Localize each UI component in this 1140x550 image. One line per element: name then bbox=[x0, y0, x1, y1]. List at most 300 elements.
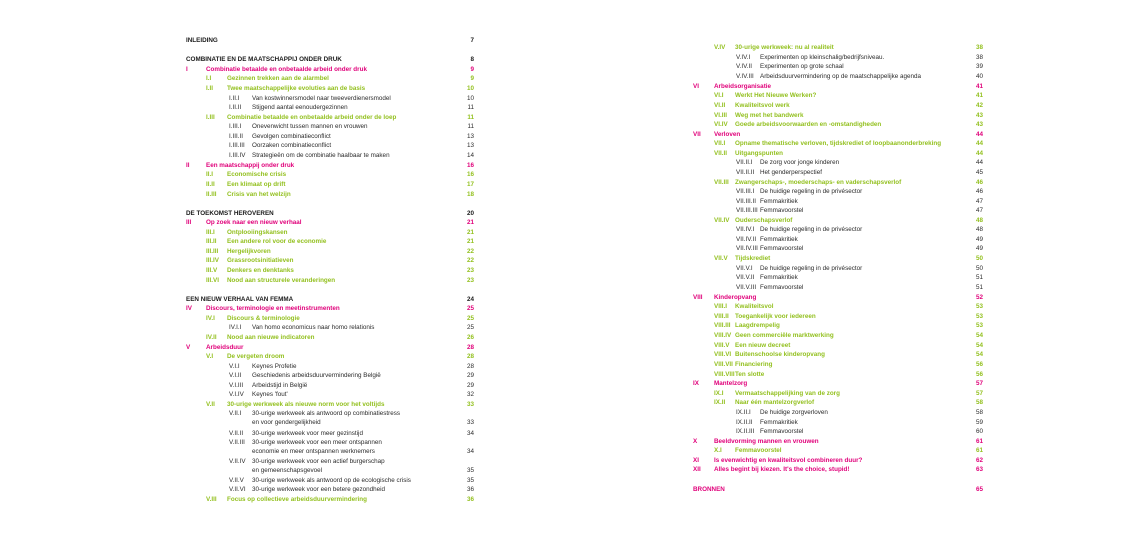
toc-entry bbox=[693, 178, 983, 187]
toc-entry-page-number: 47 bbox=[975, 206, 983, 214]
toc-entry-number: I.III bbox=[206, 113, 215, 121]
toc-entry bbox=[693, 130, 983, 139]
toc-entry bbox=[186, 170, 474, 179]
toc-entry-number: VII.V bbox=[714, 254, 728, 262]
toc-entry-number: VII.IV.II bbox=[736, 235, 757, 243]
toc-entry-page-number: 53 bbox=[975, 302, 983, 310]
toc-entry-page-number: 46 bbox=[975, 178, 983, 186]
toc-entry-page-number: 20 bbox=[466, 209, 474, 217]
toc-entry-number: I.III.I bbox=[229, 122, 242, 130]
toc-entry-page-number: 36 bbox=[466, 495, 474, 503]
toc-entry-title: Arbeidsorganisatie bbox=[714, 82, 772, 90]
toc-entry-page-number: 54 bbox=[975, 350, 983, 358]
toc-entry bbox=[693, 53, 983, 62]
toc-entry-number: VI.IV bbox=[714, 120, 728, 128]
toc-entry-title: Het genderperspectief bbox=[760, 168, 822, 176]
toc-entry-page-number: 48 bbox=[975, 225, 983, 233]
toc-entry-title: Alles begint bij kiezen. It's the choice, stupid! bbox=[714, 465, 850, 473]
toc-entry-title: Economische crisis bbox=[227, 170, 287, 178]
toc-entry bbox=[186, 418, 474, 427]
toc-entry-title: EEN NIEUW VERHAAL VAN FEMMA bbox=[186, 295, 294, 303]
toc-entry-title: Ten slotte bbox=[735, 370, 765, 378]
toc-entry bbox=[693, 446, 983, 455]
toc-entry-page-number: 9 bbox=[470, 74, 474, 82]
toc-entry bbox=[693, 101, 983, 110]
toc-entry bbox=[186, 304, 474, 313]
toc-entry-title: Op zoek naar een nieuw verhaal bbox=[206, 218, 302, 226]
toc-entry bbox=[186, 485, 474, 494]
toc-entry-page-number: 9 bbox=[470, 65, 474, 73]
toc-entry-page-number: 35 bbox=[466, 466, 474, 474]
toc-entry bbox=[186, 476, 474, 485]
toc-entry-title: 30-urige werkweek als nieuwe norm voor het voltijds bbox=[227, 400, 385, 408]
toc-entry-number: III bbox=[186, 218, 192, 226]
toc-entry-page-number: 50 bbox=[975, 254, 983, 262]
toc-entry bbox=[186, 36, 474, 45]
toc-entry-number: IX.II.III bbox=[736, 427, 755, 435]
toc-entry-title: Femmakritiek bbox=[760, 197, 798, 205]
toc-entry bbox=[693, 72, 983, 81]
toc-entry-title: De huidige regeling in de privésector bbox=[760, 264, 863, 272]
toc-entry-page-number: 13 bbox=[466, 141, 474, 149]
toc-entry-number: VII.IV bbox=[714, 216, 730, 224]
toc-entry-page-number: 16 bbox=[466, 161, 474, 169]
toc-entry-page-number: 52 bbox=[975, 293, 983, 301]
toc-entry-number: I.II.II bbox=[229, 103, 242, 111]
toc-entry-page-number: 25 bbox=[466, 304, 474, 312]
toc-entry bbox=[693, 312, 983, 321]
toc-entry bbox=[186, 362, 474, 371]
toc-entry-title: Is evenwichtig en kwaliteitsvol combineren duur? bbox=[714, 456, 863, 464]
toc-entry-page-number: 54 bbox=[975, 341, 983, 349]
toc-entry-page-number: 46 bbox=[975, 187, 983, 195]
toc-entry-page-number: 18 bbox=[466, 190, 474, 198]
toc-entry-title: 30-urige werkweek: nu al realiteit bbox=[735, 43, 834, 51]
toc-entry-page-number: 44 bbox=[975, 139, 983, 147]
toc-entry-title: Mantelzorg bbox=[714, 379, 748, 387]
toc-entry-number: V.I.III bbox=[229, 381, 244, 389]
toc-entry-number: V bbox=[186, 343, 191, 351]
toc-entry-number: II bbox=[186, 161, 190, 169]
toc-entry bbox=[186, 333, 474, 342]
toc-entry bbox=[693, 341, 983, 350]
toc-entry-number: VIII.VII bbox=[714, 360, 733, 368]
toc-entry bbox=[693, 235, 983, 244]
toc-entry-page-number: 8 bbox=[470, 55, 474, 63]
toc-entry bbox=[186, 400, 474, 409]
toc-entry-title: De huidige regeling in de privésector bbox=[760, 225, 863, 233]
toc-entry-number: III.III bbox=[206, 247, 219, 255]
toc-entry-page-number: 14 bbox=[466, 151, 474, 159]
toc-entry-page-number: 40 bbox=[975, 72, 983, 80]
toc-entry-page-number: 16 bbox=[466, 170, 474, 178]
toc-entry-title: Van homo economicus naar homo relationis bbox=[252, 323, 375, 331]
toc-entry-number: V.I.IV bbox=[229, 390, 244, 398]
toc-entry-number: V.II.I bbox=[229, 409, 242, 417]
toc-entry bbox=[693, 389, 983, 398]
toc-entry-title: Weg met het bandwerk bbox=[735, 111, 804, 119]
toc-entry bbox=[186, 74, 474, 83]
toc-entry-title: Een klimaat op drift bbox=[227, 180, 286, 188]
toc-entry bbox=[693, 427, 983, 436]
toc-entry-title: Oorzaken combinatieconflict bbox=[252, 141, 332, 149]
toc-entry-title: Arbeidstijd in België bbox=[252, 381, 308, 389]
toc-entry-page-number: 34 bbox=[466, 447, 474, 455]
toc-entry-title: Een nieuw decreet bbox=[735, 341, 791, 349]
toc-entry-number: II.I bbox=[206, 170, 213, 178]
toc-entry bbox=[693, 62, 983, 71]
toc-entry bbox=[693, 273, 983, 282]
toc-entry-number: I.III.III bbox=[229, 141, 245, 149]
toc-entry-title: Tijdskrediet bbox=[735, 254, 771, 262]
toc-entry-title: Denkers en denktanks bbox=[227, 266, 294, 274]
toc-entry-title: Ontplooiingskansen bbox=[227, 228, 288, 236]
toc-entry bbox=[186, 447, 474, 456]
toc-entry bbox=[693, 437, 983, 446]
toc-entry bbox=[186, 429, 474, 438]
toc-entry bbox=[186, 390, 474, 399]
toc-entry-page-number: 23 bbox=[466, 276, 474, 284]
toc-entry bbox=[693, 293, 983, 302]
toc-entry bbox=[693, 149, 983, 158]
toc-entry-number: XII bbox=[693, 465, 701, 473]
toc-entry bbox=[186, 103, 474, 112]
toc-entry-page-number: 38 bbox=[975, 43, 983, 51]
toc-entry-page-number: 28 bbox=[466, 352, 474, 360]
toc-entry-page-number: 44 bbox=[975, 149, 983, 157]
toc-entry-number: V.IV.I bbox=[736, 53, 751, 61]
toc-entry-number: II.III bbox=[206, 190, 217, 198]
toc-entry-number: V.II.III bbox=[229, 438, 245, 446]
toc-entry bbox=[186, 323, 474, 332]
toc-entry-number: X.I bbox=[714, 446, 722, 454]
toc-entry-page-number: 23 bbox=[466, 266, 474, 274]
toc-entry-page-number: 62 bbox=[975, 456, 983, 464]
toc-entry bbox=[186, 161, 474, 170]
toc-entry-number: VII.III.III bbox=[736, 206, 758, 214]
toc-entry-number: IX.II bbox=[714, 398, 726, 406]
toc-entry bbox=[186, 228, 474, 237]
toc-entry-title: Twee maatschappelijke evoluties aan de basis bbox=[227, 84, 366, 92]
toc-entry-title: Crisis van het welzijn bbox=[227, 190, 291, 198]
toc-entry bbox=[693, 408, 983, 417]
toc-entry-page-number: 28 bbox=[466, 362, 474, 370]
toc-entry-page-number: 39 bbox=[975, 62, 983, 70]
toc-entry-page-number: 57 bbox=[975, 389, 983, 397]
toc-entry-title: economie en meer ontspannen werknemers bbox=[252, 447, 375, 455]
toc-entry-number: IV.I.I bbox=[229, 323, 242, 331]
toc-entry-page-number: 7 bbox=[470, 36, 474, 44]
toc-entry-title: Hergelijkvoren bbox=[227, 247, 271, 255]
toc-entry-number: VIII.III bbox=[714, 321, 731, 329]
toc-entry-page-number: 21 bbox=[466, 237, 474, 245]
toc-entry-number: VIII bbox=[693, 293, 703, 301]
toc-entry bbox=[693, 158, 983, 167]
toc-entry bbox=[693, 331, 983, 340]
toc-entry-number: VI.II bbox=[714, 101, 726, 109]
toc-entry bbox=[693, 168, 983, 177]
toc-entry-number: V.II.VI bbox=[229, 485, 246, 493]
toc-entry-number: VIII.IV bbox=[714, 331, 732, 339]
toc-entry-number: V.II.II bbox=[229, 429, 244, 437]
toc-entry-number: VI.III bbox=[714, 111, 727, 119]
toc-entry-title: Femmakritiek bbox=[760, 418, 798, 426]
toc-entry-title: COMBINATIE EN DE MAATSCHAPPIJ ONDER DRUK bbox=[186, 55, 342, 63]
toc-entry bbox=[186, 122, 474, 131]
toc-entry bbox=[693, 254, 983, 263]
toc-entry-title: 30-urige werkweek voor een meer ontspannen bbox=[252, 438, 382, 446]
toc-entry-page-number: 29 bbox=[466, 371, 474, 379]
toc-entry-page-number: 45 bbox=[975, 168, 983, 176]
toc-entry-title: Vermaatschappelijking van de zorg bbox=[735, 389, 840, 397]
toc-entry-title: Kwaliteitsvol werk bbox=[735, 101, 790, 109]
toc-entry bbox=[693, 379, 983, 388]
toc-entry bbox=[693, 360, 983, 369]
toc-entry-page-number: 58 bbox=[975, 398, 983, 406]
toc-entry-number: VII.IV.III bbox=[736, 244, 758, 252]
toc-entry-page-number: 43 bbox=[975, 120, 983, 128]
toc-entry-title: Verloven bbox=[714, 130, 741, 138]
toc-entry-title: Financiering bbox=[735, 360, 773, 368]
toc-entry-title: Goede arbeidsvoorwaarden en -omstandigheden bbox=[735, 120, 882, 128]
toc-entry-number: VII.II.II bbox=[736, 168, 755, 176]
toc-entry-page-number: 29 bbox=[466, 381, 474, 389]
toc-entry bbox=[186, 409, 474, 418]
toc-entry-title: Femmakritiek bbox=[760, 273, 798, 281]
toc-entry-number: I.I bbox=[206, 74, 212, 82]
toc-entry-number: I.III.II bbox=[229, 132, 243, 140]
toc-entry bbox=[693, 139, 983, 148]
toc-entry-page-number: 54 bbox=[975, 331, 983, 339]
toc-entry-number: VIII.VIII bbox=[714, 370, 735, 378]
toc-entry-page-number: 32 bbox=[466, 390, 474, 398]
toc-entry-page-number: 17 bbox=[466, 180, 474, 188]
toc-entry-number: VII.II.I bbox=[736, 158, 753, 166]
toc-entry bbox=[186, 343, 474, 352]
toc-entry-number: VI.I bbox=[714, 91, 724, 99]
toc-entry bbox=[186, 65, 474, 74]
toc-entry-number: III.V bbox=[206, 266, 218, 274]
toc-entry-page-number: 21 bbox=[466, 218, 474, 226]
toc-entry-title: Opname thematische verloven, tijdskrediet of loopbaanonderbreking bbox=[735, 139, 942, 147]
toc-entry-title: De huidige regeling in de privésector bbox=[760, 187, 863, 195]
toc-entry-number: III.II bbox=[206, 237, 217, 245]
toc-entry-title: Kwaliteitsvol bbox=[735, 302, 774, 310]
toc-entry bbox=[186, 266, 474, 275]
toc-entry-page-number: 11 bbox=[467, 122, 474, 130]
toc-entry-page-number: 49 bbox=[975, 235, 983, 243]
toc-entry bbox=[186, 237, 474, 246]
toc-entry bbox=[186, 495, 474, 504]
toc-entry-number: VII.V.II bbox=[736, 273, 755, 281]
toc-entry-page-number: 11 bbox=[467, 103, 474, 111]
toc-entry-page-number: 38 bbox=[975, 53, 983, 61]
toc-entry bbox=[186, 113, 474, 122]
toc-entry-page-number: 42 bbox=[975, 101, 983, 109]
toc-entry-page-number: 22 bbox=[466, 256, 474, 264]
toc-entry-title: 30-urige werkweek voor meer gezinstijd bbox=[252, 429, 363, 437]
toc-entry-number: V.I.I bbox=[229, 362, 240, 370]
toc-entry-page-number: 48 bbox=[975, 216, 983, 224]
toc-entry-number: VIII.V bbox=[714, 341, 730, 349]
toc-entry bbox=[693, 321, 983, 330]
toc-entry-number: IV.I bbox=[206, 314, 215, 322]
toc-entry-page-number: 44 bbox=[975, 158, 983, 166]
toc-entry-number: XI bbox=[693, 456, 699, 464]
toc-entry bbox=[186, 352, 474, 361]
toc-entry bbox=[693, 91, 983, 100]
toc-entry bbox=[186, 218, 474, 227]
toc-entry-title: DE TOEKOMST HEROVEREN bbox=[186, 209, 274, 217]
toc-entry bbox=[186, 256, 474, 265]
toc-entry-title: De zorg voor jonge kinderen bbox=[760, 158, 840, 166]
toc-entry-page-number: 53 bbox=[975, 312, 983, 320]
toc-entry-page-number: 25 bbox=[466, 323, 474, 331]
toc-entry bbox=[693, 302, 983, 311]
toc-entry-title: Experimenten op kleinschalig/bedrijfsniveau. bbox=[760, 53, 885, 61]
toc-entry-title: De vergeten droom bbox=[227, 352, 285, 360]
toc-entry-title: Onevenwicht tussen mannen en vrouwen bbox=[252, 122, 368, 130]
toc-entry-title: Gevolgen combinatieconflict bbox=[252, 132, 331, 140]
toc-entry bbox=[186, 151, 474, 160]
toc-entry-number: IX.I bbox=[714, 389, 724, 397]
toc-entry-title: 30-urige werkweek als antwoord op combinatiestress bbox=[252, 409, 401, 417]
toc-entry bbox=[693, 197, 983, 206]
toc-entry bbox=[693, 418, 983, 427]
toc-entry bbox=[186, 141, 474, 150]
toc-entry-number: V.I bbox=[206, 352, 214, 360]
toc-entry-number: V.II bbox=[206, 400, 215, 408]
toc-entry-page-number: 10 bbox=[466, 94, 474, 102]
toc-entry-number: VII.III.II bbox=[736, 197, 756, 205]
toc-entry bbox=[186, 84, 474, 93]
toc-entry-page-number: 43 bbox=[975, 111, 983, 119]
toc-entry bbox=[693, 244, 983, 253]
toc-entry-number: I.III.IV bbox=[229, 151, 246, 159]
toc-entry-title: Naar één mantelzorgverlof bbox=[735, 398, 815, 406]
toc-entry-title: Geen commerciële marktwerking bbox=[735, 331, 834, 339]
toc-entry-page-number: 44 bbox=[975, 130, 983, 138]
toc-entry-number: I.II.I bbox=[229, 94, 240, 102]
toc-entry bbox=[693, 398, 983, 407]
toc-entry bbox=[186, 55, 474, 64]
toc-entry bbox=[693, 43, 983, 52]
toc-entry-number: IV.II bbox=[206, 333, 217, 341]
toc-entry-number: V.III bbox=[206, 495, 217, 503]
toc-entry-page-number: 47 bbox=[975, 197, 983, 205]
toc-entry bbox=[693, 82, 983, 91]
toc-entry-page-number: 28 bbox=[466, 343, 474, 351]
toc-entry bbox=[693, 264, 983, 273]
toc-entry-title: Toegankelijk voor iedereen bbox=[735, 312, 816, 320]
toc-entry-title: Van kostwinnersmodel naar tweeverdienersmodel bbox=[252, 94, 391, 102]
toc-entry bbox=[186, 381, 474, 390]
toc-entry-page-number: 51 bbox=[975, 283, 983, 291]
toc-entry-number: I bbox=[186, 65, 188, 73]
toc-entry-page-number: 57 bbox=[975, 379, 983, 387]
toc-entry bbox=[186, 180, 474, 189]
toc-entry-page-number: 58 bbox=[975, 408, 983, 416]
toc-entry-title: De huidige zorgverloven bbox=[760, 408, 828, 416]
toc-entry-title: Uitgangspunten bbox=[735, 149, 783, 157]
toc-entry bbox=[186, 438, 474, 447]
toc-entry-number: V.II.IV bbox=[229, 457, 246, 465]
toc-entry-title: Keynes Profetie bbox=[252, 362, 297, 370]
toc-entry-number: VII bbox=[693, 130, 701, 138]
toc-entry bbox=[186, 457, 474, 466]
toc-entry-page-number: 61 bbox=[975, 446, 983, 454]
toc-entry bbox=[693, 370, 983, 379]
toc-entry-page-number: 26 bbox=[466, 333, 474, 341]
toc-entry-page-number: 51 bbox=[975, 273, 983, 281]
toc-entry-title: Femmavoorstel bbox=[760, 206, 804, 214]
toc-entry-page-number: 36 bbox=[466, 485, 474, 493]
toc-entry bbox=[186, 94, 474, 103]
toc-entry-title: Werkt Het Nieuwe Werken? bbox=[735, 91, 817, 99]
toc-entry-title: Femmavoorstel bbox=[760, 283, 804, 291]
toc-entry-title: BRONNEN bbox=[693, 485, 725, 493]
toc-entry-page-number: 10 bbox=[466, 84, 474, 92]
toc-entry bbox=[693, 187, 983, 196]
toc-entry-title: en voor gendergelijkheid bbox=[252, 418, 321, 426]
toc-entry-title: Discours, terminologie en meetinstrumenten bbox=[206, 304, 340, 312]
toc-entry-number: III.I bbox=[206, 228, 215, 236]
toc-entry-number: VIII.I bbox=[714, 302, 727, 310]
toc-entry-page-number: 60 bbox=[975, 427, 983, 435]
toc-entry-number: V.II.V bbox=[229, 476, 244, 484]
toc-entry-number: VII.V.III bbox=[736, 283, 757, 291]
toc-entry-title: Arbeidsduur bbox=[206, 343, 244, 351]
toc-entry bbox=[693, 465, 983, 474]
toc-entry-title: Femmavoorstel bbox=[735, 446, 782, 454]
toc-entry bbox=[693, 120, 983, 129]
toc-entry-title: Combinatie betaalde en onbetaalde arbeid onder druk bbox=[206, 65, 367, 73]
toc-entry-number: VII.V.I bbox=[736, 264, 753, 272]
toc-entry-number: VIII.VI bbox=[714, 350, 732, 358]
toc-entry-page-number: 33 bbox=[466, 400, 474, 408]
toc-entry-number: I.II bbox=[206, 84, 213, 92]
toc-entry-title: Keynes 'fout' bbox=[252, 390, 288, 398]
toc-entry-title: Geschiedenis arbeidsduurvermindering België bbox=[252, 371, 381, 379]
toc-entry-number: IX.II.II bbox=[736, 418, 753, 426]
toc-entry-page-number: 41 bbox=[975, 82, 983, 90]
toc-entry bbox=[186, 132, 474, 141]
toc-entry-title: Femmakritiek bbox=[760, 235, 798, 243]
toc-entry-title: Focus op collectieve arbeidsduurvermindering bbox=[227, 495, 367, 503]
toc-entry-title: Stijgend aantal eenoudergezinnen bbox=[252, 103, 348, 111]
toc-entry bbox=[693, 350, 983, 359]
toc-entry-title: Arbeidsduurvermindering op de maatschappelijke agenda bbox=[760, 72, 922, 80]
toc-entry-page-number: 49 bbox=[975, 244, 983, 252]
toc-entry bbox=[693, 225, 983, 234]
toc-entry-number: V.IV bbox=[714, 43, 726, 51]
toc-entry bbox=[693, 283, 983, 292]
toc-entry bbox=[186, 314, 474, 323]
toc-entry-title: Grassrootsinitiatieven bbox=[227, 256, 294, 264]
toc-entry-title: Een andere rol voor de economie bbox=[227, 237, 327, 245]
toc-entry bbox=[693, 456, 983, 465]
toc-entry-number: VIII.II bbox=[714, 312, 729, 320]
toc-entry bbox=[186, 276, 474, 285]
toc-entry-page-number: 41 bbox=[975, 91, 983, 99]
toc-entry-title: Laagdrempelig bbox=[735, 321, 780, 329]
toc-entry-title: Buitenschoolse kinderopvang bbox=[735, 350, 825, 358]
toc-entry bbox=[186, 295, 474, 304]
toc-entry-title: Experimenten op grote schaal bbox=[760, 62, 844, 70]
toc-entry-page-number: 63 bbox=[975, 465, 983, 473]
toc-entry-page-number: 35 bbox=[466, 476, 474, 484]
toc-entry-page-number: 56 bbox=[975, 360, 983, 368]
